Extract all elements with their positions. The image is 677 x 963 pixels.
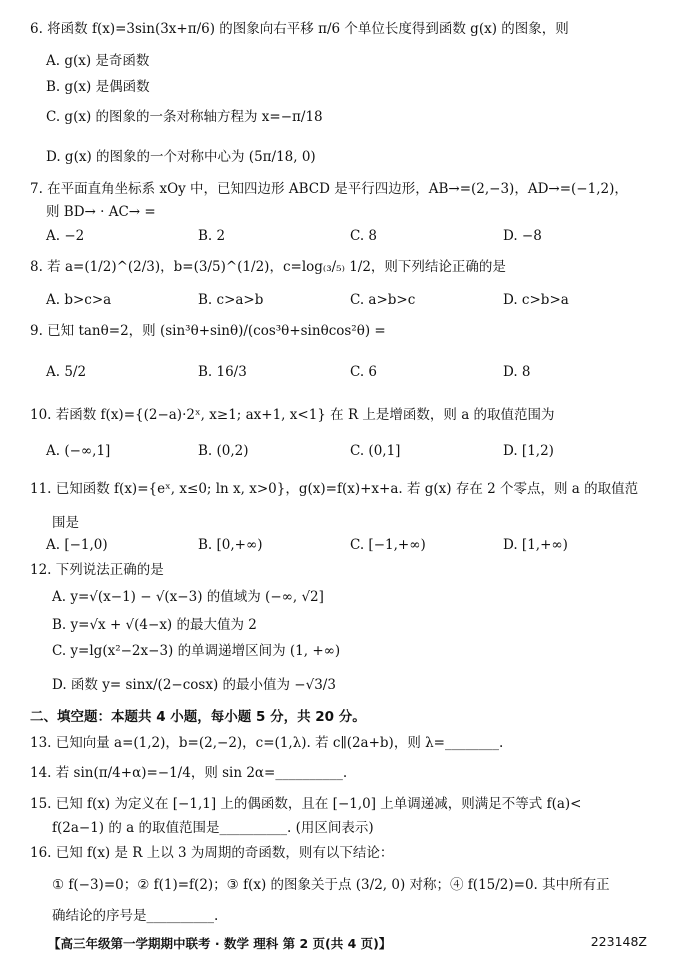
section-title: 二、填空题：本题共 4 小题，每小题 5 分，共 20 分。: [30, 709, 366, 725]
q6-stem: 6. 将函数 f(x)=3sin(3x+π/6) 的图象向右平移 π/6 个单位长度得到函数 g(x) 的图象，则: [30, 21, 569, 37]
q8-option-a: A. b>c>a: [46, 292, 112, 308]
q12-option-c: C. y=lg(x²−2x−3) 的单调递增区间为 (1, +∞): [52, 643, 341, 659]
q8-option-b: B. c>a>b: [198, 292, 264, 308]
q11-option-b: B. [0,+∞): [198, 537, 263, 553]
q10-stem: 10. 若函数 f(x)={(2−a)·2ˣ, x≥1; ax+1, x<1} 在 R 上是增函数，则 a 的取值范围为: [30, 407, 555, 423]
q14-stem: 14. 若 sin(π/4+α)=−1/4，则 sin 2α=__________.: [30, 765, 348, 781]
q10-option-d: D. [1,2): [503, 443, 554, 459]
q6-option-d: D. g(x) 的图象的一个对称中心为 (5π/18, 0): [46, 149, 316, 165]
q15-stem: 15. 已知 f(x) 为定义在 [−1,1] 上的偶函数，且在 [−1,0] 上单调递减，则满足不等式 f(a)<: [30, 796, 582, 812]
q6-option-b: B. g(x) 是偶函数: [46, 79, 150, 95]
q10-option-c: C. (0,1]: [350, 443, 401, 459]
q7-option-a: A. −2: [46, 228, 85, 244]
q12-option-d: D. 函数 y= sinx/(2−cosx) 的最小值为 −√3/3: [52, 677, 336, 693]
q12-option-a: A. y=√(x−1) − √(x−3) 的值域为 (−∞, √2]: [52, 589, 324, 605]
q9-option-a: A. 5/2: [46, 364, 87, 380]
q16-stem: 16. 已知 f(x) 是 R 上以 3 为周期的奇函数，则有以下结论：: [30, 845, 394, 861]
q9-stem: 9. 已知 tanθ=2，则 (sin³θ+sinθ)/(cos³θ+sinθcos²θ) =: [30, 323, 386, 339]
q16-stem-cont: 确结论的序号是__________.: [52, 908, 219, 924]
q16-conclusions: ① f(−3)=0；② f(1)=f(2)；③ f(x) 的图象关于点 (3/2, 0) 对称；④ f(15/2)=0. 其中所有正: [52, 877, 610, 893]
q7-option-c: C. 8: [350, 228, 378, 244]
paper-code: 223148Z: [590, 934, 647, 949]
q11-option-c: C. [−1,+∞): [350, 537, 426, 553]
q7-stem-cont: 则 BD→ · AC→ =: [46, 204, 156, 220]
q7-stem: 7. 在平面直角坐标系 xOy 中，已知四边形 ABCD 是平行四边形，AB→=(2,−3)，AD→=(−1,2)，: [30, 181, 628, 197]
q8-option-c: C. a>b>c: [350, 292, 416, 308]
q7-option-d: D. −8: [503, 228, 542, 244]
q9-option-c: C. 6: [350, 364, 378, 380]
q8-option-d: D. c>b>a: [503, 292, 569, 308]
q15-stem-cont: f(2a−1) 的 a 的取值范围是__________. (用区间表示): [52, 820, 374, 836]
page-footer: 【高三年级第一学期期中联考 · 数学 理科 第 2 页(共 4 页)】: [48, 936, 392, 951]
q9-option-b: B. 16/3: [198, 364, 247, 380]
q11-option-a: A. [−1,0): [46, 537, 108, 553]
q11-stem-cont: 围是: [52, 515, 79, 531]
q9-option-d: D. 8: [503, 364, 531, 380]
q8-stem: 8. 若 a=(1/2)^(2/3)，b=(3/5)^(1/2)，c=log₍₃/₅₎ 1/2，则下列结论正确的是: [30, 259, 506, 275]
q11-option-d: D. [1,+∞): [503, 537, 568, 553]
q13-stem: 13. 已知向量 a=(1,2)，b=(2,−2)，c=(1,λ). 若 c∥(2a+b)，则 λ=________.: [30, 735, 504, 751]
q10-option-a: A. (−∞,1]: [46, 443, 111, 459]
q11-stem: 11. 已知函数 f(x)={eˣ, x≤0; ln x, x>0}，g(x)=f(x)+x+a. 若 g(x) 存在 2 个零点，则 a 的取值范: [30, 481, 639, 497]
q6-option-c: C. g(x) 的图象的一条对称轴方程为 x=−π/18: [46, 109, 323, 125]
q6-option-a: A. g(x) 是奇函数: [46, 53, 150, 69]
q12-stem: 12. 下列说法正确的是: [30, 562, 164, 578]
q10-option-b: B. (0,2): [198, 443, 249, 459]
q12-option-b: B. y=√x + √(4−x) 的最大值为 2: [52, 617, 257, 633]
q7-option-b: B. 2: [198, 228, 226, 244]
